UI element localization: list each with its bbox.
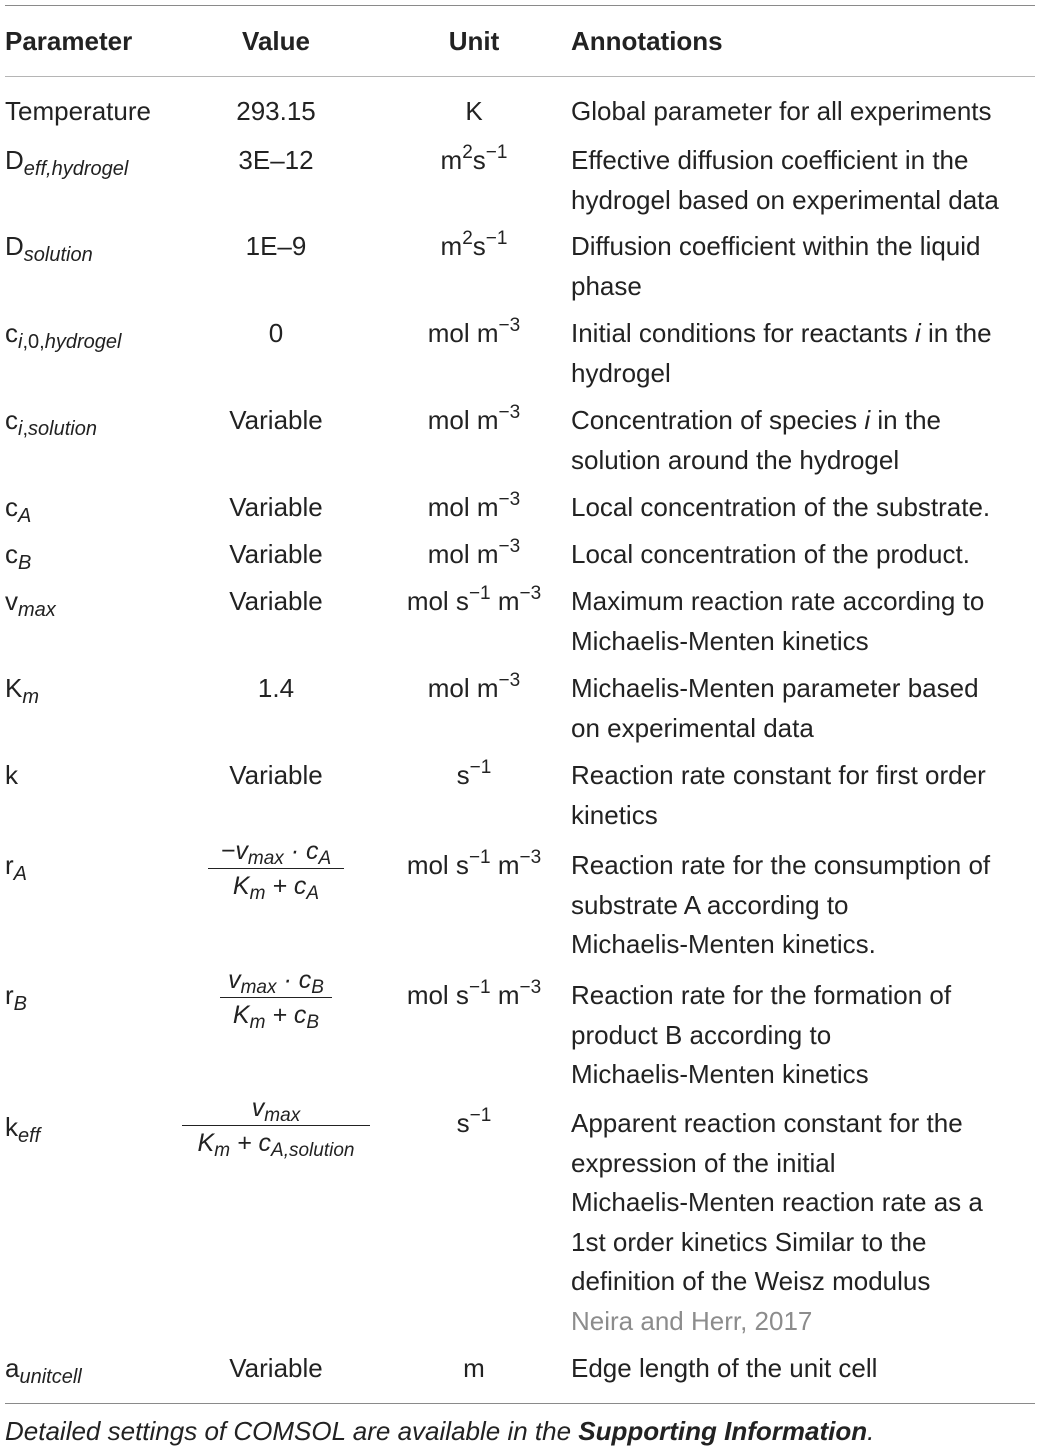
unit-mid: m [490, 980, 520, 1010]
param-base: c [5, 492, 18, 522]
param-subscript: eff [18, 1125, 41, 1147]
unit-base: s [456, 760, 470, 790]
annotation-line: 1st order kinetics Similar to the [571, 1226, 927, 1257]
unit-exponent: −1 [468, 977, 491, 998]
annotation-line: Apparent reaction constant for the [571, 1108, 963, 1138]
unit-exponent: −3 [519, 847, 542, 868]
unit-mid: s [472, 145, 486, 175]
param-base: c [5, 539, 18, 569]
param-base: D [5, 145, 24, 175]
param-value: Variable [229, 492, 323, 522]
annotation-line: Diffusion coefficient within the liquid [571, 231, 981, 261]
param-unit [386, 582, 562, 622]
footnote-text: Detailed settings of COMSOL are available in the [5, 1416, 579, 1446]
param-annotation [571, 1349, 1037, 1389]
unit-exponent: −3 [519, 977, 542, 998]
table-top-rule [5, 5, 1035, 6]
annotation-line: Michaelis-Menten reaction rate as a [571, 1187, 983, 1217]
annotation-text: in the [920, 318, 992, 348]
param-base: D [5, 231, 24, 261]
param-value: 3E–12 [238, 145, 314, 175]
param-base: r [5, 980, 14, 1010]
unit-base: mol s [406, 980, 469, 1010]
header-value: Value [242, 26, 310, 56]
formula-denominator [196, 869, 356, 903]
annotation-line [571, 314, 1037, 354]
unit-exponent: −1 [469, 757, 492, 778]
annotation-line: Effective diffusion coefficient in the [571, 145, 969, 175]
formula-part: K [197, 1129, 215, 1157]
table-footnote [5, 1411, 874, 1451]
param-base: Temperature [5, 96, 151, 126]
formula-part: K [232, 872, 250, 900]
unit-exponent: −3 [498, 670, 521, 691]
param-base: r [5, 850, 14, 880]
param-subscript: A [13, 863, 28, 885]
subscript-part: solution [28, 418, 97, 440]
formula-denominator [176, 1126, 376, 1160]
param-unit: K [465, 96, 483, 126]
param-name [5, 92, 151, 132]
formula-denominator [196, 998, 356, 1032]
annotation-line: substrate A according to [571, 889, 849, 920]
param-name [5, 1349, 82, 1389]
annotation-line: Michaelis-Menten parameter based [571, 673, 979, 703]
param-unit [386, 535, 562, 575]
param-name [5, 582, 56, 622]
param-base: c [5, 318, 18, 348]
param-subscript: eff,hydrogel [23, 158, 129, 180]
header-annotations: Annotations [571, 26, 723, 56]
param-base: k [5, 1112, 18, 1142]
formula-numerator [196, 963, 356, 997]
param-subscript: m [22, 686, 40, 708]
formula-subscript: m [249, 1012, 266, 1033]
unit-mid: s [472, 231, 486, 261]
param-value: 293.15 [236, 96, 316, 126]
param-value: 1E–9 [245, 231, 307, 261]
formula-subscript: m [214, 1140, 231, 1161]
param-annotation [571, 401, 1037, 480]
param-annotation [571, 669, 1037, 748]
param-value: Variable [229, 1353, 323, 1383]
annotation-text: in the [870, 405, 941, 435]
unit-base: m [440, 145, 463, 175]
annotation-line: solution around the hydrogel [571, 444, 900, 475]
param-annotation [571, 488, 1037, 528]
unit-exponent: −1 [469, 1105, 492, 1126]
param-base: c [5, 405, 18, 435]
annotation-line: kinetics [571, 799, 658, 830]
param-unit [386, 227, 562, 267]
rate-formula [196, 963, 356, 1032]
param-unit: m [463, 1353, 485, 1383]
param-name [5, 314, 121, 354]
param-subscript: max [18, 599, 56, 621]
unit-base: mol s [406, 586, 469, 616]
formula-part: v [251, 1094, 265, 1122]
formula-subscript: B [306, 1012, 320, 1033]
param-annotation [571, 976, 1037, 1095]
param-unit [386, 488, 562, 528]
formula-subscript: m [249, 883, 266, 904]
param-annotation [571, 846, 1037, 965]
param-annotation [571, 756, 1037, 835]
formula-part: K [232, 1001, 250, 1029]
formula-part: · c [276, 966, 312, 994]
annotation-text: Concentration of species [571, 405, 865, 435]
param-name [5, 401, 97, 441]
annotation-line: phase [571, 270, 642, 301]
unit-exponent: −1 [468, 583, 491, 604]
param-name [5, 1108, 40, 1148]
param-subscript: unitcell [19, 1366, 82, 1388]
param-base: K [5, 673, 23, 703]
annotation-line: Reaction rate for the consumption of [571, 850, 991, 880]
formula-subscript: max [247, 848, 284, 869]
unit-base: mol m [427, 673, 499, 703]
formula-subscript: max [240, 977, 277, 998]
annotation-line: Maximum reaction rate according to [571, 586, 985, 616]
citation-link[interactable]: Neira and Herr, 2017 [571, 1305, 813, 1336]
unit-exponent: 2 [462, 142, 473, 163]
header-unit: Unit [448, 26, 500, 56]
param-subscript: A [18, 505, 32, 527]
annotation-line: definition of the Weisz modulus [571, 1266, 931, 1296]
annotation-line [571, 401, 1037, 441]
unit-exponent: −3 [498, 489, 521, 510]
param-base: k [5, 760, 18, 790]
subscript-part: hydrogel [44, 331, 122, 353]
rate-formula [176, 1091, 376, 1160]
param-value: Variable [229, 586, 323, 616]
annotation-text: Initial conditions for reactants [571, 318, 915, 348]
param-unit [386, 976, 562, 1016]
formula-subscript: A [318, 848, 332, 869]
param-unit [386, 846, 562, 886]
unit-base: mol m [427, 405, 499, 435]
param-unit [386, 756, 562, 796]
subscript-part: ,0, [22, 331, 45, 353]
param-name [5, 141, 128, 181]
annotation-line: on experimental data [571, 712, 814, 743]
unit-base: mol m [427, 492, 499, 522]
param-annotation [571, 535, 1037, 575]
param-annotation [571, 1104, 1037, 1341]
annotation-line: Local concentration of the substrate. [571, 492, 991, 522]
param-name [5, 669, 39, 709]
param-name [5, 227, 93, 267]
formula-part: v [228, 966, 241, 994]
annotation-line: product B according to [571, 1019, 832, 1050]
rate-formula [196, 834, 356, 903]
formula-part: + c [265, 1001, 307, 1029]
unit-exponent: −3 [498, 536, 521, 557]
param-subscript: B [13, 993, 28, 1015]
footnote-text: . [867, 1416, 875, 1446]
param-subscript: B [18, 552, 32, 574]
param-subscript [18, 418, 97, 440]
table-bottom-rule [5, 1403, 1035, 1404]
annotation-line: hydrogel based on experimental data [571, 184, 999, 215]
param-name [5, 756, 18, 796]
param-name [5, 535, 31, 575]
annotation-line: Reaction rate for the formation of [571, 980, 952, 1010]
formula-part: · c [283, 837, 319, 865]
param-unit [386, 1104, 562, 1144]
annotation-line: Michaelis-Menten kinetics. [571, 929, 876, 959]
formula-subscript: A [306, 883, 320, 904]
unit-base: s [456, 1108, 470, 1138]
unit-exponent: 2 [462, 228, 473, 249]
param-subscript [18, 331, 121, 353]
param-annotation [571, 92, 1037, 132]
annotation-line: hydrogel [571, 357, 671, 388]
param-unit [386, 669, 562, 709]
annotation-line: Reaction rate constant for first order [571, 760, 986, 790]
formula-subscript: max [264, 1105, 301, 1126]
annotation-line: Michaelis-Menten kinetics [571, 1059, 869, 1089]
formula-numerator [196, 834, 356, 868]
unit-exponent: −1 [485, 142, 508, 163]
param-annotation [571, 314, 1037, 393]
unit-base: mol s [406, 850, 469, 880]
param-value: Variable [229, 539, 323, 569]
param-unit [386, 401, 562, 441]
unit-base: m [440, 231, 463, 261]
unit-mid: m [490, 586, 520, 616]
param-base: a [5, 1353, 20, 1383]
annotation-italic: i [914, 318, 921, 348]
unit-exponent: −3 [498, 402, 521, 423]
formula-subscript: B [311, 977, 324, 998]
param-unit [386, 314, 562, 354]
formula-part: + c [265, 872, 307, 900]
param-value: 1.4 [257, 673, 295, 703]
formula-part: + c [230, 1129, 272, 1157]
unit-exponent: −1 [468, 847, 491, 868]
param-name [5, 846, 27, 886]
subscript-part: i [18, 331, 23, 353]
param-value: Variable [229, 760, 323, 790]
annotation-line: Michaelis-Menten kinetics [571, 625, 869, 656]
param-value: Variable [229, 405, 323, 435]
unit-exponent: −1 [485, 228, 508, 249]
annotation-line: expression of the initial [571, 1147, 836, 1178]
param-value: 0 [268, 318, 284, 348]
formula-part: −v [220, 837, 248, 865]
param-annotation [571, 582, 1037, 661]
param-unit [386, 141, 562, 181]
unit-exponent: −3 [498, 315, 521, 336]
param-annotation [571, 141, 1037, 220]
param-name [5, 976, 27, 1016]
param-subscript: solution [23, 244, 93, 266]
supporting-information-link[interactable]: Supporting Information [578, 1416, 868, 1446]
param-annotation [571, 227, 1037, 306]
annotation-line: Edge length of the unit cell [571, 1353, 878, 1383]
unit-base: mol m [427, 539, 499, 569]
subscript-part: , [22, 418, 29, 440]
annotation-line: Local concentration of the product. [571, 539, 970, 569]
header-rule [5, 76, 1035, 77]
param-base: v [5, 586, 18, 616]
unit-exponent: −3 [519, 583, 542, 604]
annotation-italic: i [864, 405, 871, 435]
subscript-part: i [18, 418, 23, 440]
formula-subscript: A,solution [271, 1140, 355, 1161]
unit-base: mol m [427, 318, 499, 348]
unit-mid: m [490, 850, 520, 880]
header-parameter: Parameter [5, 26, 133, 56]
param-name [5, 488, 31, 528]
annotation-line: Global parameter for all experiments [571, 96, 992, 126]
formula-numerator [176, 1091, 376, 1125]
